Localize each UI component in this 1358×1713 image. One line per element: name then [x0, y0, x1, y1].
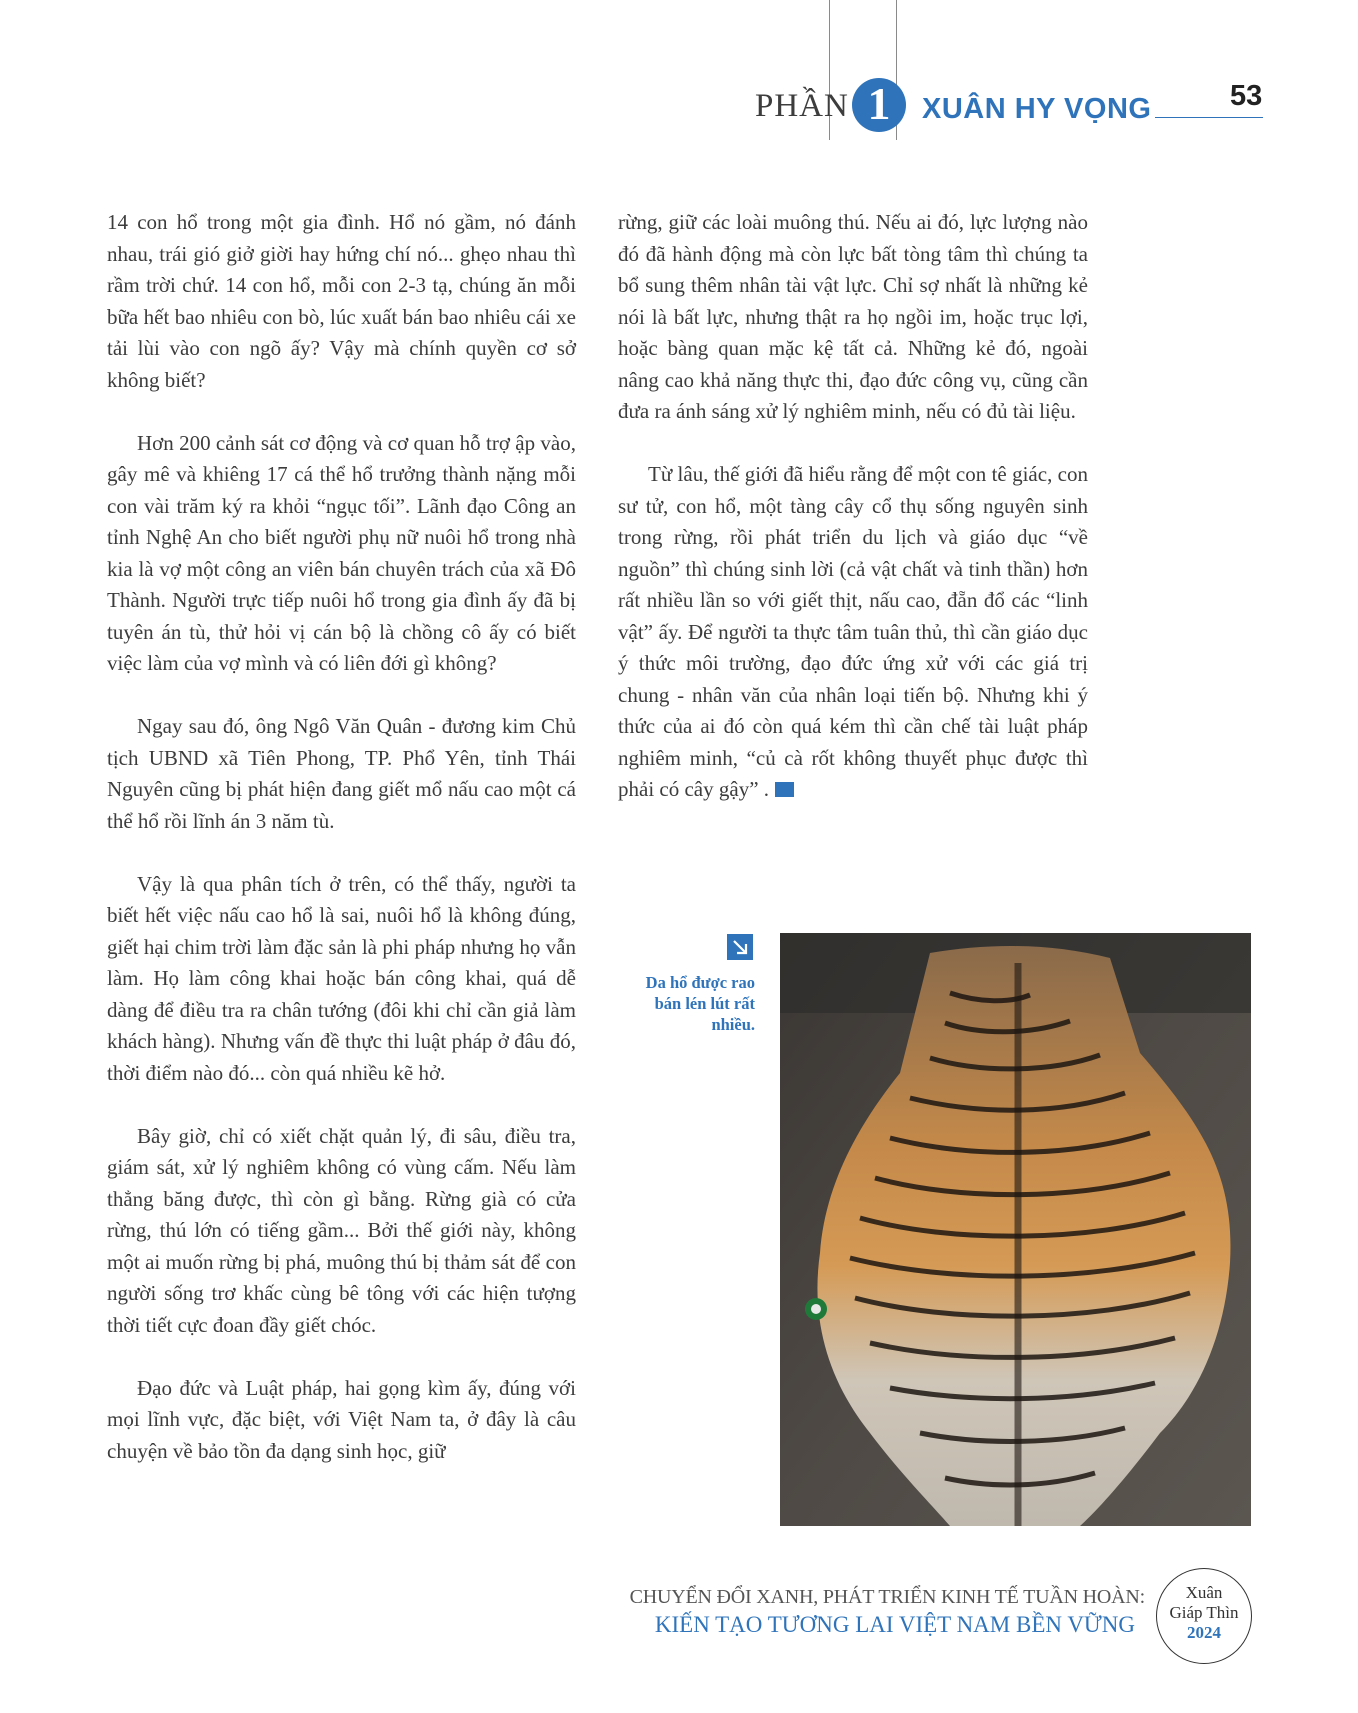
paragraph: rừng, giữ các loài muông thú. Nếu ai đó, lực lượng nào đó đã hành động mà còn lực bất tòng tâm thì chúng ta bổ sung thêm nhân tài vật lực. Chỉ sợ nhất là những kẻ nói là bất lực, nhưng thật ra họ ngồi im, hoặc trục lợi, hoặc bàng quan mặc kệ tất cả. Những kẻ đó, ngoài nâng cao khả năng thực thi, đạo đức công vụ, cũng cần đưa ra ánh sáng xử lý nghiêm minh, nếu có đủ tài liệu.: [618, 210, 1088, 423]
section-title: XUÂN HY VỌNG: [922, 93, 1152, 125]
paragraph: Vậy là qua phân tích ở trên, có thể thấy, người ta biết hết việc nấu cao hổ là sai, nuôi hổ là không đúng, giết hại chim trời làm đặc sản là phi pháp nhưng họ vẫn làm. Họ làm công khai hoặc bán công khai, quá dễ dàng để điều tra ra chân tướng (đôi khi chỉ cần giả làm khách hàng). Nhưng vấn đề thực thi luật pháp ở đâu đó, thời điểm nào đó... còn quá nhiều kẽ hở.: [107, 871, 576, 1085]
page-number: 53: [1230, 80, 1263, 112]
arrow-down-right-icon: [727, 934, 753, 960]
footer-series-subtitle: KIẾN TẠO TƯƠNG LAI VIỆT NAM BỀN VỮNG: [654, 1612, 1135, 1637]
paragraph: Bây giờ, chỉ có xiết chặt quản lý, đi sâu, điều tra, giám sát, xử lý nghiêm không có vùng cấm. Nếu làm thẳng băng được, thì còn gì bằng. Rừng già có cửa rừng, thú lớn có tiếng gầm... Bởi thế giới này, không một ai muốn rừng bị phá, muông thú bị thảm sát để con người sống trơ khấc cùng bê tông với các hiện tượng thời tiết cực đoan đầy giết chóc.: [107, 1123, 576, 1337]
badge-line1: Xuân: [1185, 1583, 1223, 1602]
paragraph: Đạo đức và Luật pháp, hai gọng kìm ấy, đúng với mọi lĩnh vực, đặc biệt, với Việt Nam ta, ở đây là câu chuyện về bảo tồn đa dạng sinh học, giữ: [107, 1375, 576, 1463]
part-number-badge: 1: [852, 78, 906, 132]
paragraph: Hơn 200 cảnh sát cơ động và cơ quan hỗ trợ ập vào, gây mê và khiêng 17 cá thể hổ trưởng thành nặng mỗi con vài trăm ký ra khỏi “ngục tối”. Lãnh đạo Công an tỉnh Nghệ An cho biết người phụ nữ nuôi hổ trong nhà kia là vợ một công an viên bán chuyên trách của xã Đô Thành. Người trực tiếp nuôi hổ trong gia đình ấy đã bị tuyên án tù, thử hỏi vị cán bộ là chồng cô ấy có biết việc làm của vợ mình và có liên đới gì không?: [107, 430, 576, 675]
tiger-skin-photo: [780, 933, 1251, 1526]
badge-year: 2024: [1187, 1623, 1221, 1642]
edition-badge: [1156, 1568, 1252, 1664]
paragraph: Ngay sau đó, ông Ngô Văn Quân - đương kim Chủ tịch UBND xã Tiên Phong, TP. Phổ Yên, tỉnh Thái Nguyên cũng bị phát hiện đang giết mổ nấu cao một cá thể hổ rồi lĩnh án 3 năm tù.: [107, 714, 576, 833]
footer-series-title: CHUYỂN ĐỔI XANH, PHÁT TRIỂN KINH TẾ TUẦN HOÀN:: [629, 1586, 1145, 1608]
part-label: PHẦN: [755, 88, 849, 124]
end-mark-icon: [775, 782, 794, 797]
paragraph-text: Từ lâu, thế giới đã hiểu rằng để một con tê giác, con sư tử, con hổ, một tàng cây cổ thụ sống nguyên sinh trong rừng, rồi phát triển du lịch và giáo dục “về nguồn” thì chúng sinh lời (cả vật chất và tinh thần) hơn rất nhiều lần so với giết thịt, nấu cao, đẵn đổ các “linh vật” ấy. Để người ta thực tâm tuân thủ, thì cần giáo dục ý thức môi trường, đạo đức ứng xử với các giá trị chung - nhân văn của nhân loại tiến bộ. Nhưng khi ý thức của ai đó còn quá kém thì cần chế tài luật pháp nghiêm minh, “củ cà rốt không thuyết phục được thì phải có cây gậy” .: [618, 462, 1088, 801]
right-column: [618, 207, 1088, 837]
paragraph-final: [618, 459, 1088, 806]
paragraph: 14 con hổ trong một gia đình. Hổ nó gầm, nó đánh nhau, trái gió giở giời hay hứng chí nó... ghẹo nhau thì rầm trời chứ. 14 con hổ, mỗi con 2-3 tạ, chúng ăn mỗi bữa hết bao nhiêu con bò, lúc xuất bán bao nhiêu cái xe tải lùi vào con ngõ ấy? Vậy mà chính quyền cơ sở không biết?: [107, 210, 576, 392]
header-rule: [1155, 117, 1263, 118]
photo-caption: Da hổ được rao bán lén lút rất nhiều.: [645, 973, 755, 1034]
left-column: [107, 207, 576, 1499]
badge-line2: Giáp Thìn: [1169, 1603, 1239, 1622]
